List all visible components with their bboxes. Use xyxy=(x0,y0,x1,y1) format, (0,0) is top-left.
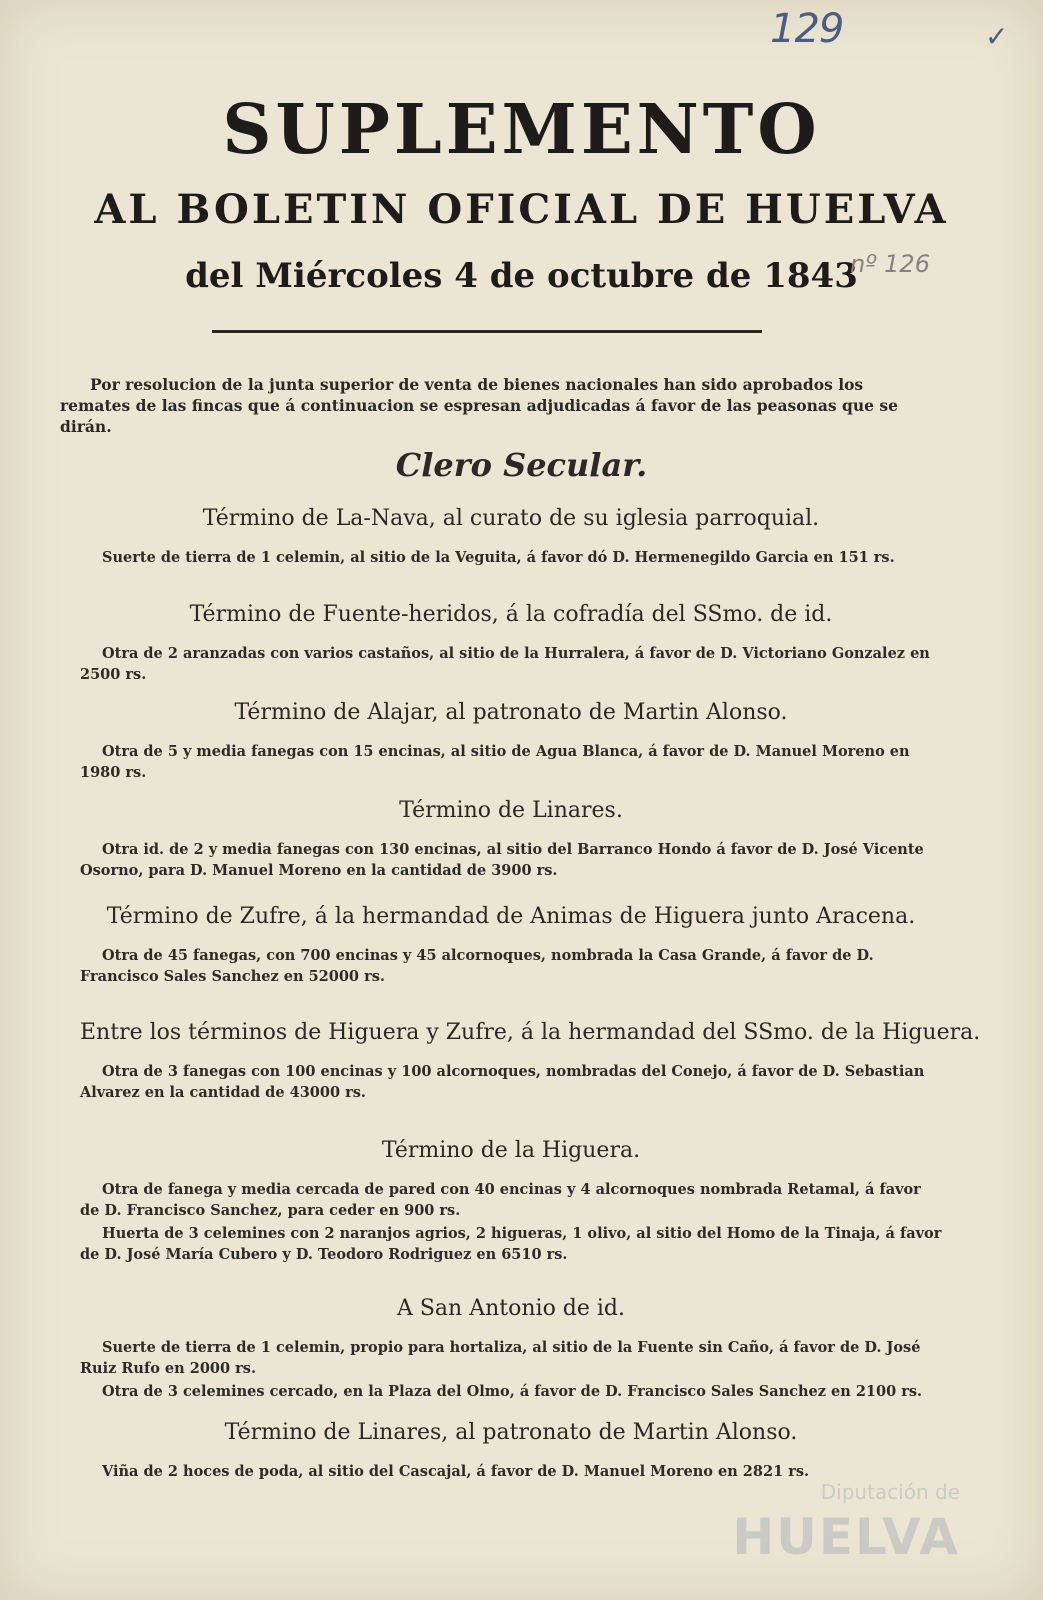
folio-number: 129 xyxy=(770,6,844,52)
entry-text: Viña de 2 hoces de poda, al sitio del Cascajal, á favor de D. Manuel Moreno en 2821 rs. xyxy=(102,1463,810,1480)
watermark-big-text: HUELVA xyxy=(732,1508,960,1566)
block-heading: Término de la Higuera. xyxy=(381,1138,641,1163)
entry-block xyxy=(80,1420,942,1482)
entry-text: Suerte de tierra de 1 celemin, al sitio de la Veguita, á favor dó D. Hermenegildo Garcia en 151 rs. xyxy=(102,549,895,566)
entry-text: Otra de 5 y media fanegas con 15 encinas, al sitio de Agua Blanca, á favor de D. Manuel Moreno en 1980 rs. xyxy=(80,743,910,781)
block-heading: A San Antonio de id. xyxy=(396,1296,626,1321)
entry-text: Suerte de tierra de 1 celemin, propio para hortaliza, al sitio de la Fuente sin Caño, á favor de D. José Ruiz Rufo en 2000 rs. xyxy=(80,1339,921,1377)
block-heading: Término de Alajar, al patronato de Martin Alonso. xyxy=(234,700,788,725)
entry-text: Otra id. de 2 y media fanegas con 130 encinas, al sitio del Barranco Hondo á favor de D. José Vicente Osorno, para D. Manuel Moreno en la cantidad de 3900 rs. xyxy=(80,841,924,879)
entry-text: Otra de 3 fanegas con 100 encinas y 100 alcornoques, nombradas del Conejo, á favor de D. Sebastian Alvarez en la cantidad de 43000 rs. xyxy=(80,1063,925,1101)
entry-text: Otra de 2 aranzadas con varios castaños, al sitio de la Hurralera, á favor de D. Victoriano Gonzalez en 2500 rs. xyxy=(80,645,930,683)
block-heading: Término de Linares, al patronato de Martin Alonso. xyxy=(224,1420,798,1445)
entry-text: Huerta de 3 celemines con 2 naranjos agrios, 2 higueras, 1 olivo, al sitio del Homo de la Tinaja, á favor de D. José María Cubero y D. Teodoro Rodriguez en 6510 rs. xyxy=(80,1225,942,1263)
entry-text: Otra de 3 celemines cercado, en la Plaza del Olmo, á favor de D. Francisco Sales Sanchez en 2100 rs. xyxy=(102,1383,923,1400)
entry-block xyxy=(80,904,942,987)
document-title: SUPLEMENTO xyxy=(222,90,821,170)
entry-block xyxy=(80,1138,942,1265)
issue-number: nº 126 xyxy=(850,250,930,278)
entry-text: Otra de 45 fanegas, con 700 encinas y 45 alcornoques, nombrada la Casa Grande, á favor de D. Francisco Sales Sanchez en 52000 rs. xyxy=(80,947,874,985)
watermark-small-text: Diputación de xyxy=(820,1480,960,1504)
entry-block xyxy=(80,1020,981,1103)
block-heading: Término de Linares. xyxy=(399,798,623,823)
entry-block xyxy=(80,1296,942,1402)
entry-block xyxy=(80,798,942,881)
document-date: del Miércoles 4 de octubre de 1843 xyxy=(185,256,858,296)
intro-paragraph: Por resolucion de la junta superior de venta de bienes nacionales han sido aprobados los remates de las fincas que á continuacion se espresan adjudicadas á favor de las peasonas que se dirán. xyxy=(60,375,898,436)
entry-block xyxy=(80,506,942,568)
title-rule xyxy=(212,330,762,333)
section-title: Clero Secular. xyxy=(395,446,648,484)
entry-text: Otra de fanega y media cercada de pared con 40 encinas y 4 alcornoques nombrada Retamal, á favor de D. Francisco Sanchez, para ceder en 900 rs. xyxy=(80,1181,921,1219)
block-heading: Término de Fuente-heridos, á la cofradía del SSmo. de id. xyxy=(189,602,833,627)
block-heading: Término de La-Nava, al curato de su iglesia parroquial. xyxy=(202,506,820,531)
entry-block xyxy=(80,602,942,685)
corner-check-mark: ✓ xyxy=(985,20,1009,53)
block-heading: Entre los términos de Higuera y Zufre, á la hermandad del SSmo. de la Higuera. xyxy=(80,1020,981,1045)
document-subtitle: AL BOLETIN OFICIAL DE HUELVA xyxy=(94,186,949,233)
archive-watermark xyxy=(640,1480,960,1580)
entry-block xyxy=(80,700,942,783)
block-heading: Término de Zufre, á la hermandad de Animas de Higuera junto Aracena. xyxy=(106,904,916,929)
